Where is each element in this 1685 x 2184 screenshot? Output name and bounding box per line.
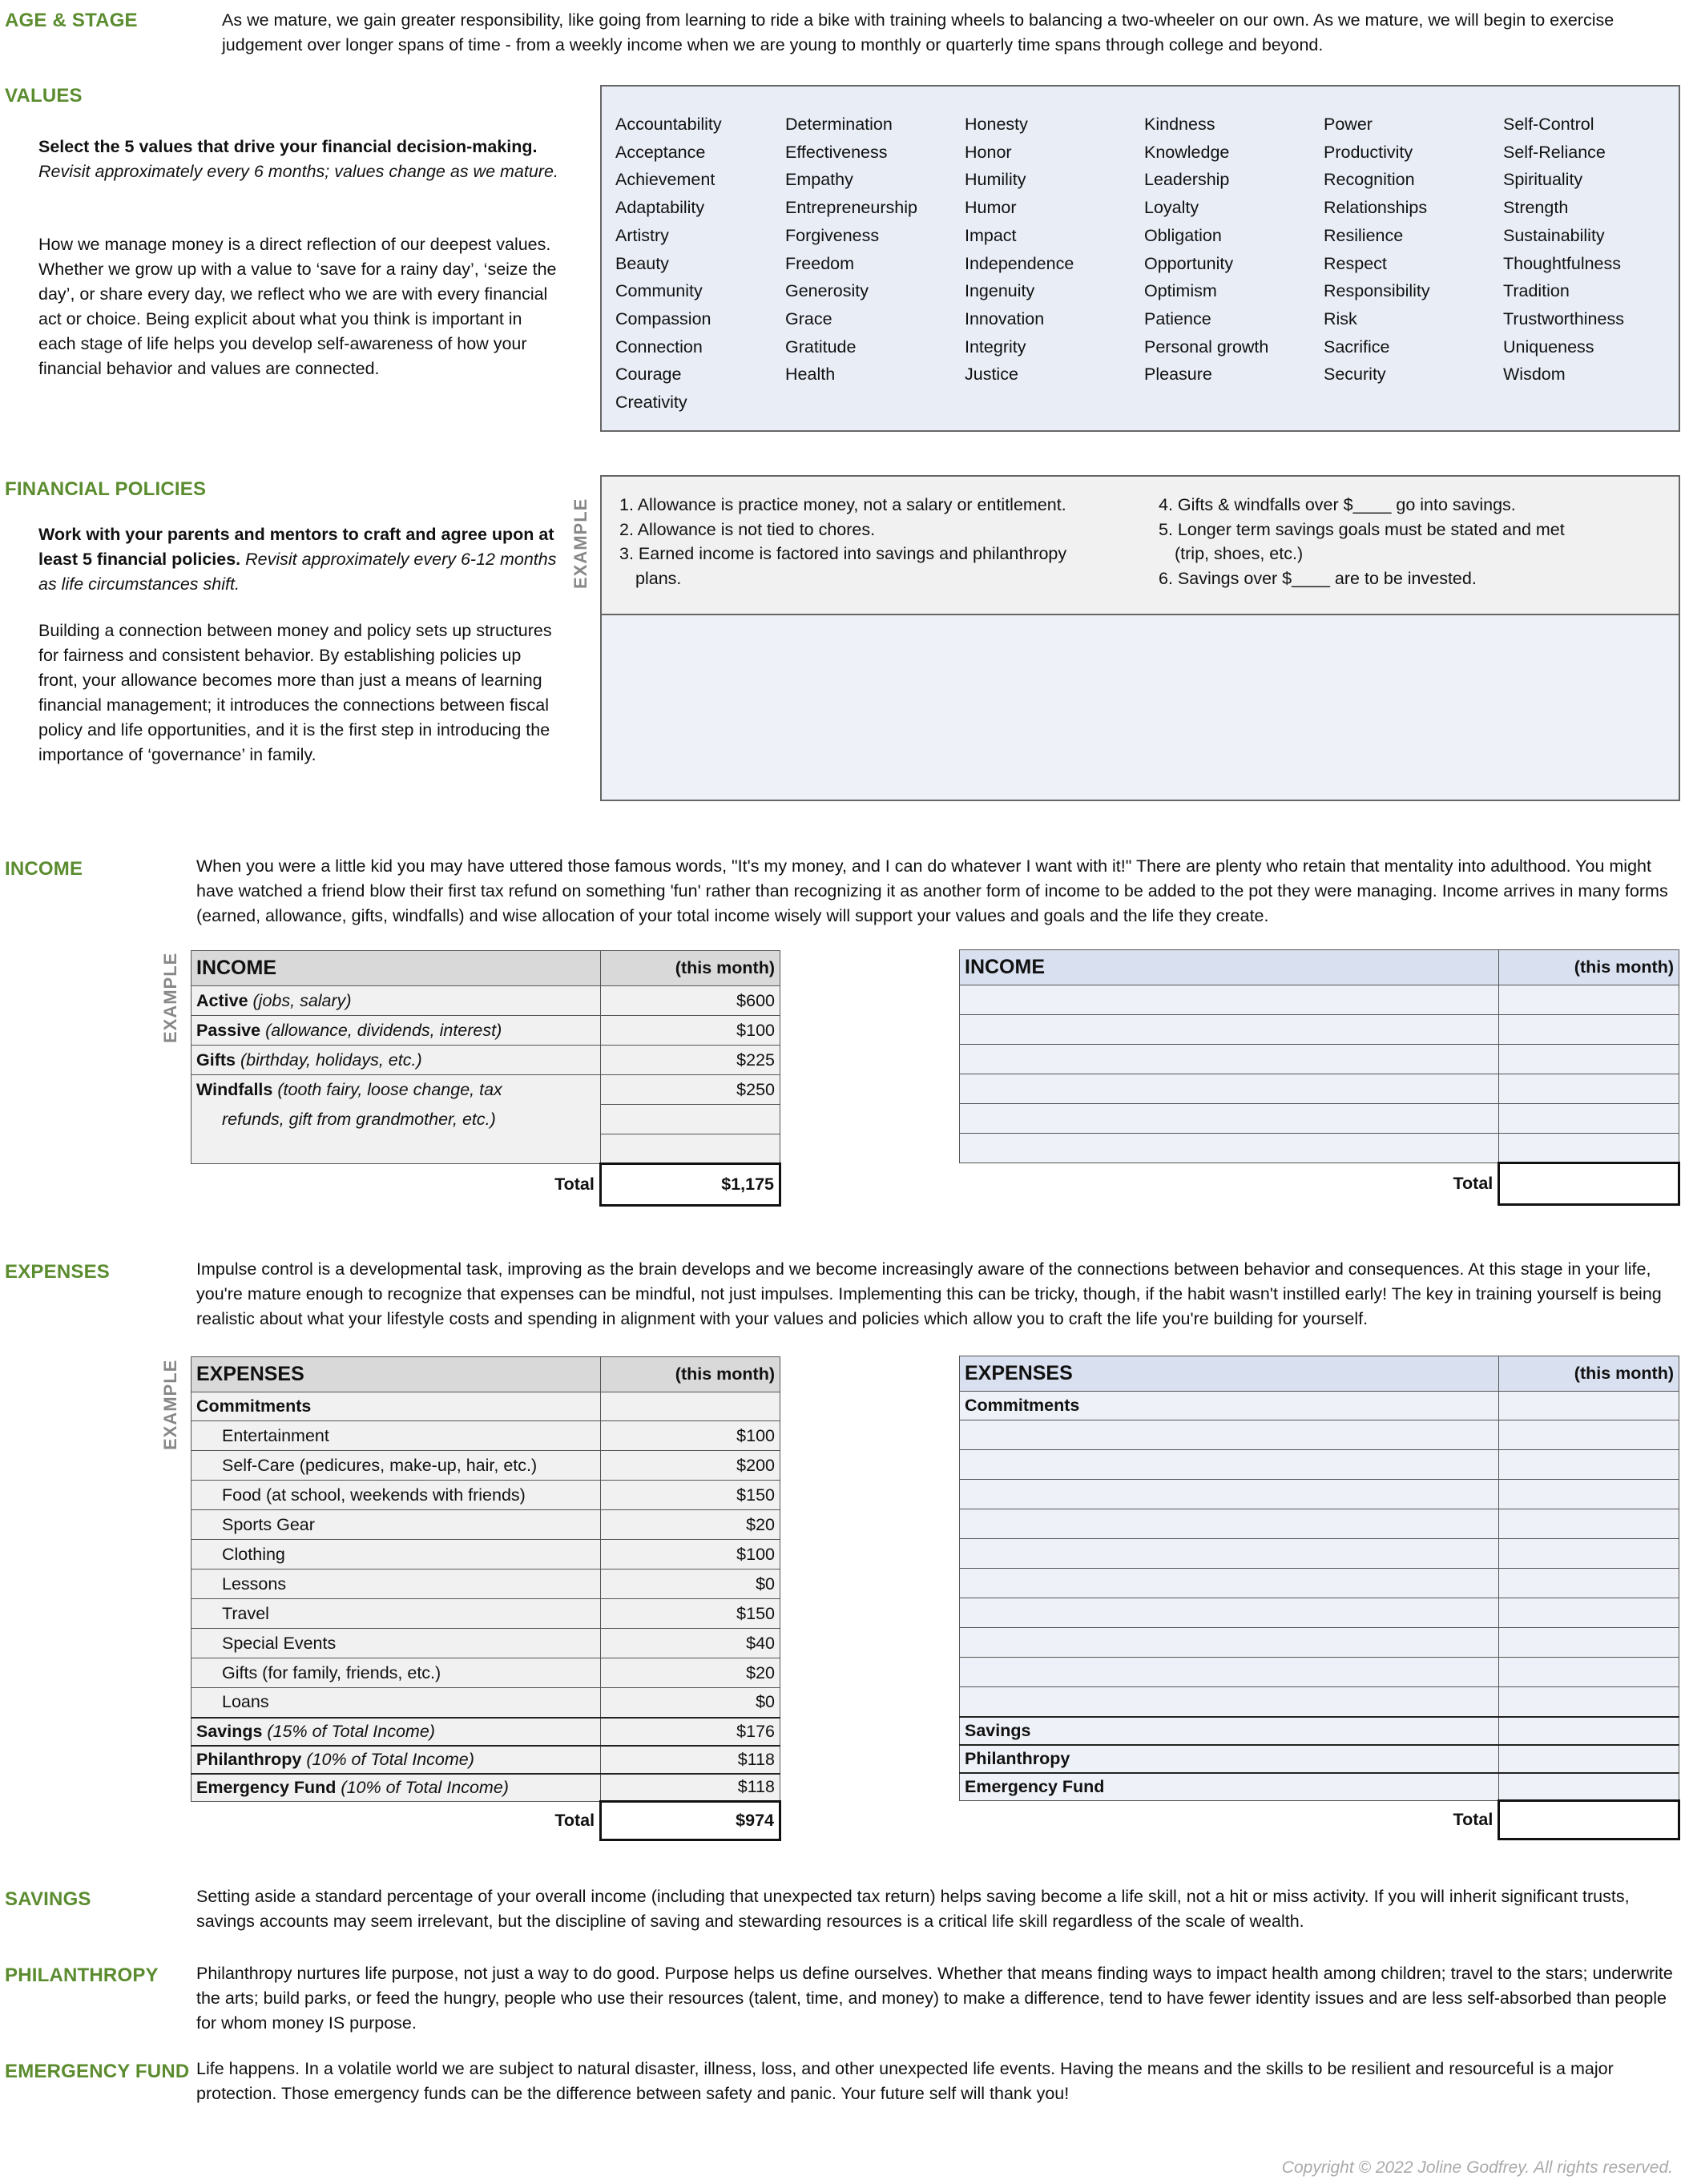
input-cell[interactable] (1499, 1773, 1679, 1801)
expense-label: Clothing (191, 1540, 601, 1569)
input-cell[interactable] (1499, 1658, 1679, 1687)
value-item[interactable]: Tradition (1503, 281, 1570, 301)
table-row (191, 1540, 780, 1569)
input-cell[interactable] (1499, 1628, 1679, 1658)
value-item[interactable]: Self-Reliance (1503, 142, 1606, 162)
value-item[interactable]: Health (785, 365, 836, 385)
value-item[interactable]: Opportunity (1144, 253, 1234, 273)
table-row (191, 1105, 780, 1134)
period-header: (this month) (1499, 950, 1679, 985)
input-cell[interactable] (1499, 1134, 1679, 1163)
total-row (191, 1802, 780, 1840)
value-item[interactable]: Productivity (1324, 142, 1413, 162)
values-column-1 (615, 111, 722, 417)
income-source: Active (jobs, salary) (191, 986, 601, 1016)
value-item[interactable]: Uniqueness (1503, 336, 1594, 357)
emergency-fund-label: Emergency Fund (960, 1773, 1499, 1801)
policies-instruction-italic: Revisit approximately every 6-12 months as life circumstances shift. (38, 550, 557, 594)
value-item[interactable]: Risk (1324, 308, 1357, 328)
table-row (191, 1599, 780, 1629)
value-item[interactable]: Honesty (965, 115, 1028, 134)
input-cell[interactable] (1499, 1045, 1679, 1074)
policy-item: 3. Earned income is factored into savings and philanthropy (619, 544, 1067, 563)
value-item[interactable]: Gratitude (785, 336, 857, 357)
value-item[interactable]: Kindness (1144, 115, 1215, 134)
age-stage-title: AGE & STAGE (5, 10, 138, 31)
values-column-6 (1503, 111, 1624, 389)
income-example-table (191, 950, 781, 1207)
expense-value: $100 (601, 1540, 780, 1569)
value-item[interactable]: Loyalty (1144, 198, 1199, 218)
value-item[interactable]: Humor (965, 198, 1017, 218)
table-row (191, 1421, 780, 1451)
expenses-title: EXPENSES (5, 1261, 110, 1283)
value-item[interactable]: Respect (1324, 253, 1387, 273)
input-cell[interactable] (1499, 1598, 1679, 1628)
value-item[interactable]: Freedom (785, 253, 855, 273)
input-cell[interactable] (960, 1134, 1499, 1163)
age-stage-text: As we mature, we gain greater responsibility, like going from learning to ride a bike with training wheels to balancing a two-wheeler on our own. As we mature, we will begin to exercise judgement over longer spans of time - from a weekly income when we are young to monthly or quarterly time spans through college and beyond. (222, 10, 1614, 54)
period-header: (this month) (600, 951, 780, 986)
total-row (960, 1163, 1679, 1205)
table-row (960, 1392, 1679, 1420)
emergency-fund-title: EMERGENCY FUND (5, 2061, 190, 2082)
values-column-5 (1324, 111, 1430, 389)
value-item[interactable]: Patience (1144, 308, 1211, 328)
savings-label: Savings (960, 1717, 1499, 1745)
table-header-row (191, 951, 780, 986)
value-item[interactable]: Accountability (615, 115, 722, 134)
input-cell[interactable] (960, 1628, 1499, 1658)
input-cell[interactable] (960, 1450, 1499, 1480)
values-column-3 (965, 111, 1074, 389)
table-row (191, 1134, 780, 1164)
income-worksheet-table (959, 949, 1680, 1206)
input-cell[interactable] (960, 1480, 1499, 1509)
value-item[interactable]: Pleasure (1144, 365, 1212, 385)
table-row[interactable] (960, 1480, 1679, 1509)
value-item[interactable]: Leadership (1144, 170, 1230, 190)
philanthropy-text: Philanthropy nurtures life purpose, not just a way to do good. Purpose helps us define ourselves. Whether that means finding ways to impact health among children; travel to the stars; underwrite the arts; build parks, or feed the hungry, people who use their resources (talent, time, and money) to make a difference, tend to have fewer identity issues and are less self-absorbed than people for whom money IS purpose. (196, 1964, 1673, 2033)
income-title: INCOME (5, 858, 83, 880)
total-label: Total (1453, 1810, 1494, 1830)
table-row[interactable] (960, 1658, 1679, 1687)
philanthropy-title: PHILANTHROPY (5, 1964, 159, 1986)
expenses-worksheet-table (959, 1356, 1680, 1840)
table-row (191, 1774, 780, 1802)
policies-example-area (602, 477, 1679, 615)
value-item[interactable]: Thoughtfulness (1503, 253, 1622, 273)
value-item[interactable]: Knowledge (1144, 142, 1230, 162)
table-row (191, 1016, 780, 1046)
expense-value: $150 (601, 1599, 780, 1629)
input-cell[interactable] (1499, 1539, 1679, 1569)
income-source: refunds, gift from grandmother, etc.) (191, 1105, 601, 1134)
table-row[interactable] (960, 1539, 1679, 1569)
total-value-input[interactable] (1499, 1801, 1679, 1839)
input-cell[interactable] (1499, 1569, 1679, 1598)
policy-item: 1. Allowance is practice money, not a salary or entitlement. (619, 495, 1066, 514)
expense-label: Special Events (191, 1629, 601, 1658)
input-cell[interactable] (960, 1045, 1499, 1074)
value-item[interactable]: Humility (965, 170, 1026, 190)
total-value: $974 (601, 1802, 780, 1840)
income-value: $100 (600, 1016, 780, 1046)
table-row[interactable] (960, 1015, 1679, 1045)
total-label: Total (1453, 1174, 1494, 1194)
table-row (191, 1075, 780, 1105)
income-header: INCOME (191, 951, 601, 986)
table-row[interactable] (960, 1628, 1679, 1658)
income-header: INCOME (960, 950, 1499, 985)
value-item[interactable]: Obligation (1144, 225, 1222, 245)
expense-value: $150 (601, 1481, 780, 1510)
income-source: Passive (allowance, dividends, interest) (191, 1016, 601, 1046)
table-row (191, 1046, 780, 1075)
values-title: VALUES (5, 85, 83, 107)
input-cell[interactable] (960, 985, 1499, 1015)
expense-label: Food (at school, weekends with friends) (191, 1481, 601, 1510)
income-text: When you were a little kid you may have uttered those famous words, "It's my money, and I can do whatever I want with it!" There are plenty who retain that mentality into adulthood. You might have watched a friend blow their first tax refund on something 'fun' rather than recognizing it as another form of income to be added to the pot they were managing. Income arrives in many forms (earned, allowance, gifts, windfalls) and wise allocation of your total income wisely will support your values and goals and the life they create. (196, 856, 1668, 925)
table-row (191, 986, 780, 1016)
table-header-row (960, 1356, 1679, 1392)
table-row[interactable] (960, 1104, 1679, 1134)
expense-label: Self-Care (pedicures, make-up, hair, etc.) (191, 1451, 601, 1481)
input-cell[interactable] (1499, 1104, 1679, 1134)
income-source: Windfalls (tooth fairy, loose change, tax (191, 1075, 601, 1105)
value-item[interactable]: Relationships (1324, 198, 1428, 218)
value-item[interactable]: Achievement (615, 170, 716, 190)
input-cell[interactable] (960, 1074, 1499, 1104)
table-row (191, 1688, 780, 1718)
value-item[interactable]: Security (1324, 365, 1386, 385)
value-item[interactable]: Self-Control (1503, 115, 1594, 134)
input-cell[interactable] (1499, 1450, 1679, 1480)
input-cell[interactable] (1499, 1015, 1679, 1045)
value-item[interactable]: Connection (615, 336, 703, 357)
value-item[interactable]: Compassion (615, 308, 711, 328)
input-cell[interactable] (960, 1104, 1499, 1134)
table-row (960, 1745, 1679, 1773)
input-cell[interactable] (960, 1687, 1499, 1717)
table-row (191, 1746, 780, 1774)
table-row (191, 1629, 780, 1658)
total-row (191, 1164, 780, 1206)
policy-item: (trip, shoes, etc.) (1175, 544, 1304, 563)
expenses-header: EXPENSES (191, 1357, 601, 1392)
policies-instructions (38, 522, 559, 597)
value-item[interactable]: Honor (965, 142, 1012, 162)
policies-example-right (1159, 493, 1565, 590)
savings-label: Savings (15% of Total Income) (191, 1718, 601, 1746)
input-cell[interactable] (1499, 1687, 1679, 1717)
income-source (191, 1134, 601, 1164)
table-row[interactable] (960, 1687, 1679, 1717)
value-item[interactable]: Determination (785, 115, 893, 134)
copyright: Copyright © 2022 Joline Godfrey. All rights reserved. (1281, 2158, 1673, 2177)
expense-value: $40 (601, 1629, 780, 1658)
value-item[interactable]: Independence (965, 253, 1074, 273)
policies-write-area[interactable] (602, 615, 1679, 800)
value-item[interactable]: Responsibility (1324, 281, 1430, 301)
income-source: Gifts (birthday, holidays, etc.) (191, 1046, 601, 1075)
table-row[interactable] (960, 1598, 1679, 1628)
values-list-box (600, 85, 1680, 432)
input-cell[interactable] (960, 1598, 1499, 1628)
table-row[interactable] (960, 1450, 1679, 1480)
emergency-fund-value: $118 (601, 1774, 780, 1802)
expense-value: $20 (601, 1658, 780, 1688)
expenses-example-label: EXAMPLE (160, 1359, 180, 1450)
table-row[interactable] (960, 1569, 1679, 1598)
policy-item: 6. Savings over $____ are to be invested. (1159, 568, 1477, 588)
value-item[interactable]: Courage (615, 365, 682, 385)
savings-value: $176 (601, 1718, 780, 1746)
input-cell[interactable] (1499, 1509, 1679, 1539)
table-row[interactable] (960, 1134, 1679, 1163)
expense-value: $20 (601, 1510, 780, 1540)
philanthropy-label: Philanthropy (960, 1745, 1499, 1773)
policies-box (600, 475, 1680, 801)
table-row[interactable] (960, 985, 1679, 1015)
value-item[interactable]: Effectiveness (785, 142, 888, 162)
value-item[interactable]: Beauty (615, 253, 669, 273)
input-cell[interactable] (1499, 1480, 1679, 1509)
value-item[interactable]: Impact (965, 225, 1017, 245)
input-cell[interactable] (960, 1569, 1499, 1598)
total-label: Total (554, 1811, 595, 1831)
values-column-4 (1144, 111, 1268, 389)
savings-text: Setting aside a standard percentage of your overall income (including that unexpected tax return) helps saving become a life skill, not a hit or miss activity. If you will inherit significant trusts, savings accounts may seem irrelevant, but the discipline of saving and stewarding resources is a critical life skill regardless of the scale of wealth. (196, 1887, 1630, 1931)
income-value: $250 (600, 1075, 780, 1105)
table-row[interactable] (960, 1420, 1679, 1450)
policies-title: FINANCIAL POLICIES (5, 478, 207, 500)
expenses-text: Impulse control is a developmental task, improving as the brain develops and we become increasingly aware of the connections between behavior and consequences. At this stage in your life, you're mature enough to recognize that expenses can be mindful, not just impulses. Implementing this can be tricky, though, if the habit wasn't instilled early! The key in training yourself is being realistic about what your lifestyle costs and spending in alignment with your values and policies which allow you to craft the life you're building for yourself. (196, 1259, 1662, 1328)
value-item[interactable]: Sustainability (1503, 225, 1605, 245)
expenses-header: EXPENSES (960, 1356, 1499, 1392)
value-item[interactable]: Entrepreneurship (785, 198, 917, 218)
policies-example-label: EXAMPLE (570, 498, 591, 589)
input-cell[interactable] (960, 1015, 1499, 1045)
value-item[interactable]: Wisdom (1503, 365, 1566, 385)
value-item[interactable]: Recognition (1324, 170, 1415, 190)
policy-item: plans. (635, 568, 682, 588)
policies-body: Building a connection between money and policy sets up structures for fairness and consistent behavior. By establishing policies up front, your allowance becomes more than just a means of learning financial management; it introduces the connections between fiscal policy and life opportunities, and it is the first step in introducing the importance of ‘governance’ in family. (38, 621, 552, 764)
input-cell[interactable] (1499, 1392, 1679, 1420)
input-cell[interactable] (1499, 1717, 1679, 1745)
value-item[interactable]: Power (1324, 115, 1373, 134)
table-row (960, 1773, 1679, 1801)
total-label: Total (554, 1175, 595, 1195)
input-cell[interactable] (960, 1539, 1499, 1569)
table-row (191, 1451, 780, 1481)
expense-label: Loans (191, 1688, 601, 1718)
table-row[interactable] (960, 1074, 1679, 1104)
value-item[interactable]: Integrity (965, 336, 1026, 357)
values-instructions (38, 135, 559, 184)
table-row (191, 1569, 780, 1599)
value-item[interactable]: Sacrifice (1324, 336, 1390, 357)
table-row (191, 1658, 780, 1688)
input-cell[interactable] (960, 1509, 1499, 1539)
expense-label: Travel (191, 1599, 601, 1629)
expense-label: Sports Gear (191, 1510, 601, 1540)
policy-item: 2. Allowance is not tied to chores. (619, 519, 876, 539)
policies-instruction-bold: Work with your parents and mentors to craft and agree upon at least 5 financial policies. (38, 525, 554, 569)
value-item[interactable]: Adaptability (615, 198, 705, 218)
value-item[interactable]: Acceptance (615, 142, 706, 162)
table-row (191, 1481, 780, 1510)
total-row (960, 1801, 1679, 1839)
savings-title: SAVINGS (5, 1888, 91, 1910)
expense-value: $0 (601, 1569, 780, 1599)
income-value (600, 1134, 780, 1164)
commitments-label: Commitments (191, 1392, 601, 1421)
input-cell[interactable] (960, 1658, 1499, 1687)
policy-item: 4. Gifts & windfalls over $____ go into savings. (1159, 495, 1516, 514)
policies-example-left (619, 493, 1066, 590)
emergency-fund-label: Emergency Fund (10% of Total Income) (191, 1774, 601, 1802)
policy-item: 5. Longer term savings goals must be stated and met (1159, 519, 1565, 539)
income-value: $225 (600, 1046, 780, 1075)
expense-label: Lessons (191, 1569, 601, 1599)
table-row (960, 1717, 1679, 1745)
period-header: (this month) (1499, 1356, 1679, 1392)
emergency-fund-text: Life happens. In a volatile world we are subject to natural disaster, illness, loss, and other unexpected life events. Having the means and the skills to be resilient and resourceful is a major protection. Those emergency funds can be the difference between safety and panic. Your future self will thank you! (196, 2059, 1614, 2103)
expense-value: $100 (601, 1421, 780, 1451)
values-body: How we manage money is a direct reflection of our deepest values. Whether we grow up with a value to ‘save for a rainy day’, ‘seize the day’, or share every day, we reflect who we are with every financial act or choice. Being explicit about what you think is important in each stage of life helps you develop self-awareness of how your financial behavior and values are connected. (38, 235, 557, 378)
value-item[interactable]: Personal growth (1144, 336, 1269, 357)
income-example-label: EXAMPLE (160, 952, 180, 1043)
value-item[interactable]: Justice (965, 365, 1018, 385)
total-value-input[interactable] (1499, 1163, 1679, 1205)
philanthropy-label: Philanthropy (10% of Total Income) (191, 1746, 601, 1774)
table-row (191, 1718, 780, 1746)
expense-label: Gifts (for family, friends, etc.) (191, 1658, 601, 1688)
income-value: $600 (600, 986, 780, 1016)
value-item[interactable]: Trustworthiness (1503, 308, 1624, 328)
table-row (191, 1510, 780, 1540)
input-cell[interactable] (960, 1420, 1499, 1450)
values-instruction-bold: Select the 5 values that drive your financial decision-making. (38, 137, 538, 156)
value-item[interactable]: Forgiveness (785, 225, 880, 245)
values-instruction-italic: Revisit approximately every 6 months; values change as we mature. (38, 162, 558, 181)
income-value (600, 1105, 780, 1134)
expenses-example-table (191, 1356, 781, 1841)
table-header-row (960, 950, 1679, 985)
input-cell[interactable] (1499, 985, 1679, 1015)
value-item[interactable]: Grace (785, 308, 832, 328)
table-header-row (191, 1357, 780, 1392)
period-header: (this month) (601, 1357, 780, 1392)
table-row[interactable] (960, 1509, 1679, 1539)
value-item[interactable]: Artistry (615, 225, 669, 245)
total-value: $1,175 (600, 1164, 780, 1206)
table-row (191, 1392, 780, 1421)
value-item[interactable]: Generosity (785, 281, 869, 301)
expense-label: Entertainment (191, 1421, 601, 1451)
philanthropy-value: $118 (601, 1746, 780, 1774)
value-item[interactable]: Strength (1503, 198, 1569, 218)
value-item[interactable]: Ingenuity (965, 281, 1035, 301)
value-item[interactable]: Creativity (615, 393, 687, 413)
expense-value: $200 (601, 1451, 780, 1481)
commitments-label: Commitments (960, 1392, 1499, 1420)
input-cell[interactable] (1499, 1745, 1679, 1773)
value-item[interactable]: Empathy (785, 170, 853, 190)
values-column-2 (785, 111, 917, 389)
value-item[interactable]: Innovation (965, 308, 1045, 328)
empty-cell (601, 1392, 780, 1421)
table-row[interactable] (960, 1045, 1679, 1074)
input-cell[interactable] (1499, 1420, 1679, 1450)
value-item[interactable]: Resilience (1324, 225, 1404, 245)
value-item[interactable]: Community (615, 281, 703, 301)
input-cell[interactable] (1499, 1074, 1679, 1104)
expense-value: $0 (601, 1688, 780, 1718)
value-item[interactable]: Optimism (1144, 281, 1217, 301)
value-item[interactable]: Spirituality (1503, 170, 1583, 190)
